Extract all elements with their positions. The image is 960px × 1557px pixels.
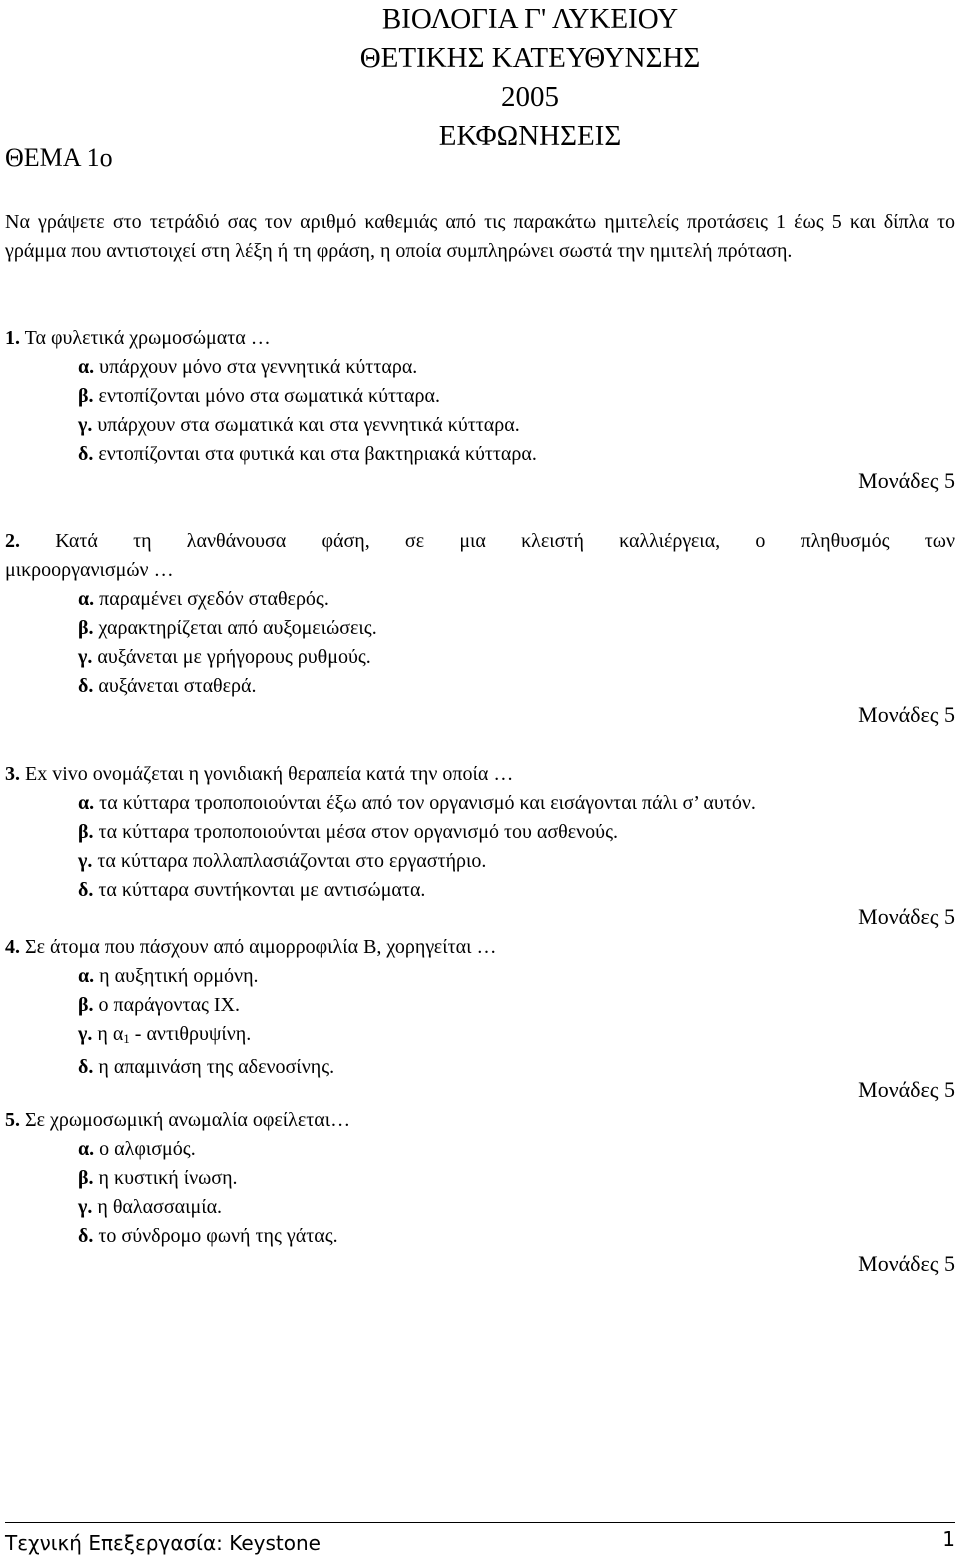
marks-label: Μονάδες 5	[858, 1077, 955, 1102]
option-letter: α.	[78, 588, 95, 610]
option-letter: α.	[78, 965, 95, 987]
option-text: τα κύτταρα τροποποιούνται έξω από τον οργανισμό και εισάγονται πάλι σ’ αυτόν.	[99, 792, 756, 814]
option-letter: β.	[78, 385, 94, 407]
option-text: αυξάνεται σταθερά.	[98, 675, 257, 697]
question-5	[5, 1106, 955, 1251]
option-text: τα κύτταρα τροποποιούνται μέσα στον οργανισμό του ασθενούς.	[98, 821, 618, 843]
marks-label: Μονάδες 5	[858, 702, 955, 727]
option-text: υπάρχουν στα σωματικά και στα γεννητικά κύτταρα.	[97, 414, 520, 436]
marks-label: Μονάδες 5	[858, 468, 955, 493]
option-subscript: 1	[123, 1031, 130, 1046]
question-number: 1.	[5, 327, 20, 349]
option	[78, 818, 955, 847]
question-stem	[5, 760, 955, 789]
question-number: 5.	[5, 1109, 20, 1131]
page-footer	[5, 1522, 955, 1555]
option-letter: γ.	[78, 1023, 93, 1045]
option-text: ο αλφισμός.	[99, 1138, 196, 1160]
option	[78, 440, 955, 469]
option	[78, 789, 955, 818]
marks-label: Μονάδες 5	[858, 1251, 955, 1276]
option-text-part: η α	[97, 1023, 124, 1045]
option	[78, 1164, 955, 1193]
instructions-paragraph: Να γράψετε στο τετράδιό σας τον αριθμό καθεμιάς από τις παρακάτω ημιτελείς προτάσεις 1 έως 5 και δίπλα το γράμμα που αντιστοιχεί στη λέξη ή τη φράση, η οποία συμπληρώνει σωστά την ημιτελή πρόταση.	[5, 211, 955, 262]
option	[78, 876, 955, 905]
option-text: η αυξητική ορμόνη.	[99, 965, 259, 987]
option-text: αυξάνεται με γρήγορους ρυθμούς.	[97, 646, 371, 668]
question-1	[5, 324, 955, 469]
option-text: εντοπίζονται μόνο στα σωματικά κύτταρα.	[98, 385, 440, 407]
option-text	[97, 1023, 251, 1045]
option	[78, 991, 955, 1020]
option-text: εντοπίζονται στα φυτικά και στα βακτηριακά κύτταρα.	[98, 443, 537, 465]
option-letter: γ.	[78, 1196, 93, 1218]
option	[78, 643, 955, 672]
page-number: 1	[942, 1527, 955, 1551]
option	[78, 1020, 955, 1053]
title-line: ΘΕΤΙΚΗΣ ΚΑΤΕΥΘΥΝΣΗΣ	[359, 42, 701, 74]
option-letter: γ.	[78, 414, 93, 436]
document-title	[260, 0, 800, 156]
question-stem	[5, 527, 955, 556]
option	[78, 847, 955, 876]
option	[78, 614, 955, 643]
question-3	[5, 760, 955, 905]
option-letter: α.	[78, 356, 95, 378]
option-text: η θαλασσαιμία.	[97, 1196, 223, 1218]
title-line: ΕΚΦΩΝΗΣΕΙΣ	[438, 120, 622, 152]
option-text: η απαμινάση της αδενοσίνης.	[98, 1056, 335, 1078]
option	[78, 1222, 955, 1251]
option-text: η κυστική ίνωση.	[98, 1167, 238, 1189]
question-text: Τα φυλετικά χρωμοσώματα …	[24, 327, 271, 349]
question-4	[5, 933, 955, 1082]
option	[78, 672, 955, 701]
title-line: 2005	[501, 81, 559, 113]
footer-credit: Τεχνική Επεξεργασία: Keystone	[5, 1531, 321, 1555]
question-2	[5, 527, 955, 701]
option-letter: α.	[78, 1138, 95, 1160]
question-text-continued: μικροοργανισμών …	[5, 559, 174, 581]
option-text: χαρακτηρίζεται από αυξομειώσεις.	[98, 617, 377, 639]
question-number: 3.	[5, 763, 20, 785]
option-letter: β.	[78, 994, 94, 1016]
option-letter: β.	[78, 617, 94, 639]
option-letter: α.	[78, 792, 95, 814]
option-letter: β.	[78, 821, 94, 843]
option-text: το σύνδρομο φωνή της γάτας.	[98, 1225, 338, 1247]
option	[78, 962, 955, 991]
option-text: τα κύτταρα πολλαπλασιάζονται στο εργαστήριο.	[97, 850, 487, 872]
option	[78, 1193, 955, 1222]
marks-label: Μονάδες 5	[858, 904, 955, 929]
option-text-part: - αντιθρυψίνη.	[129, 1023, 252, 1045]
question-stem	[5, 1106, 955, 1135]
option	[78, 1053, 955, 1082]
title-line: ΒΙΟΛΟΓΙΑ Γ' ΛΥΚΕΙΟΥ	[381, 3, 679, 35]
question-stem	[5, 324, 955, 353]
option-letter: γ.	[78, 646, 93, 668]
option-letter: δ.	[78, 675, 94, 697]
theme-heading: ΘΕΜΑ 1ο	[5, 143, 113, 172]
question-number: 2.	[5, 530, 20, 552]
option	[78, 411, 955, 440]
option-letter: γ.	[78, 850, 93, 872]
option-letter: δ.	[78, 443, 94, 465]
question-text: Σε άτομα που πάσχουν από αιμορροφιλία Β, χορηγείται …	[25, 936, 497, 958]
question-number: 4.	[5, 936, 20, 958]
option	[78, 1135, 955, 1164]
option-letter: δ.	[78, 1225, 94, 1247]
option	[78, 382, 955, 411]
option-letter: β.	[78, 1167, 94, 1189]
option	[78, 585, 955, 614]
option-letter: δ.	[78, 1056, 94, 1078]
question-text: Ex vivo ονομάζεται η γονιδιακή θεραπεία κατά την οποία …	[25, 763, 514, 785]
question-text: Κατά τη λανθάνουσα φάση, σε μια κλειστή καλλιέργεια, ο πληθυσμός των	[55, 530, 955, 552]
option-text: ο παράγοντας ΙΧ.	[98, 994, 241, 1016]
option-text: υπάρχουν μόνο στα γεννητικά κύτταρα.	[99, 356, 418, 378]
option	[78, 353, 955, 382]
question-text: Σε χρωμοσωμική ανωμαλία οφείλεται…	[25, 1109, 351, 1131]
question-stem	[5, 933, 955, 962]
option-letter: δ.	[78, 879, 94, 901]
option-text: παραμένει σχεδόν σταθερός.	[99, 588, 329, 610]
option-text: τα κύτταρα συντήκονται με αντισώματα.	[98, 879, 426, 901]
